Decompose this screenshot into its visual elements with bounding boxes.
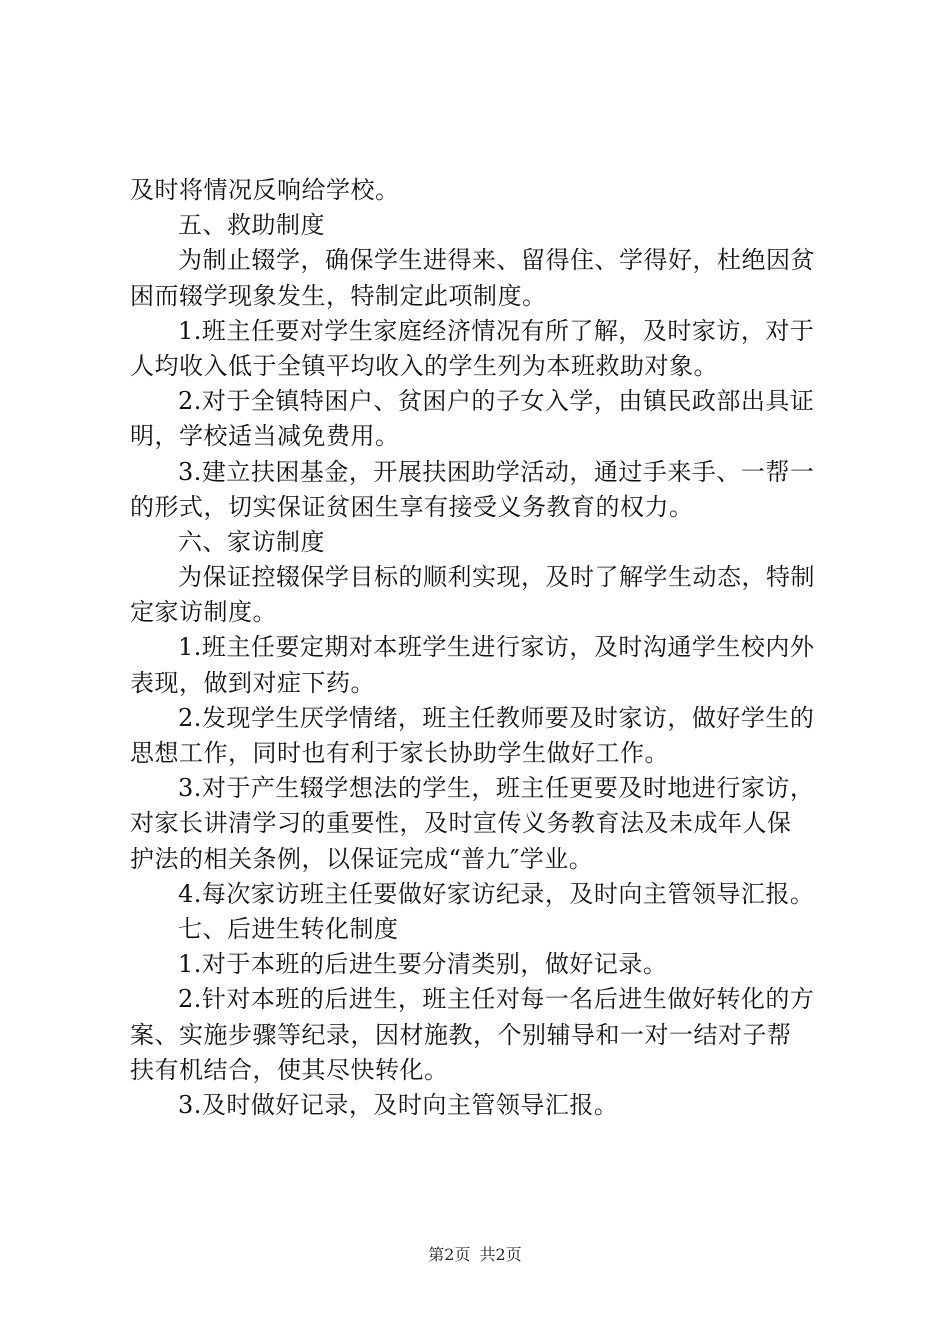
section-heading: 七、后进生转化制度 [178,914,399,943]
page-number: 第2页 [428,1245,471,1264]
text-line: 案、实施步骤等纪录，因材施教，个别辅导和一对一结对子帮 [130,1020,792,1049]
text-line: 人均收入低于全镇平均收入的学生列为本班救助对象。 [130,351,718,380]
section-heading: 五、救助制度 [178,211,325,240]
page-total: 共2页 [479,1245,522,1264]
text-line: 4.每次家访班主任要做好家访纪录，及时向主管领导汇报。 [178,879,815,908]
text-line: 的形式，切实保证贫困生享有接受义务教育的权力。 [130,492,694,521]
text-line: 及时将情况反响给学校。 [130,176,400,204]
text-line: 困而辍学现象发生，特制定此项制度。 [130,281,547,310]
document-body [130,173,830,1123]
text-line: 为保证控辍保学目标的顺利实现，及时了解学生动态，特制 [178,563,815,592]
text-line: 1.班主任要对学生家庭经济情况有所了解，及时家访，对于 [178,316,815,345]
text-line: 2.对于全镇特困户、贫困户的子女入学，由镇民政部出具证 [178,387,815,416]
text-line: 3.及时做好记录，及时向主管领导汇报。 [178,1090,619,1119]
section-heading: 六、家访制度 [178,527,325,556]
text-line: 3.建立扶困基金，开展扶困助学活动，通过手来手、一帮一 [178,457,815,486]
text-line: 2.针对本班的后进生，班主任对每一名后进生做好转化的方 [178,985,815,1014]
text-line: 表现，做到对症下药。 [130,668,375,697]
page-footer [0,1245,950,1265]
text-line: 2.发现学生厌学情绪，班主任教师要及时家访，做好学生的 [178,703,815,732]
text-line: 扶有机结合，使其尽快转化。 [130,1055,449,1084]
text-line: 1.对于本班的后进生要分清类别，做好记录。 [178,950,668,979]
text-line: 3.对于产生辍学想法的学生，班主任更要及时地进行家访， [178,774,815,803]
text-line: 1.班主任要定期对本班学生进行家访，及时沟通学生校内外 [178,633,815,662]
text-line: 思想工作，同时也有利于家长协助学生做好工作。 [130,739,669,767]
text-line: 为制止辍学，确保学生进得来、留得住、学得好，杜绝因贫 [178,246,815,275]
text-line: 定家访制度。 [130,598,277,627]
text-line: 护法的相关条例，以保证完成“普九″学业。 [130,844,594,873]
text-line: 明，学校适当减免费用。 [130,422,400,451]
text-line: 对家长讲清学习的重要性，及时宣传义务教育法及未成年人保 [130,809,792,838]
